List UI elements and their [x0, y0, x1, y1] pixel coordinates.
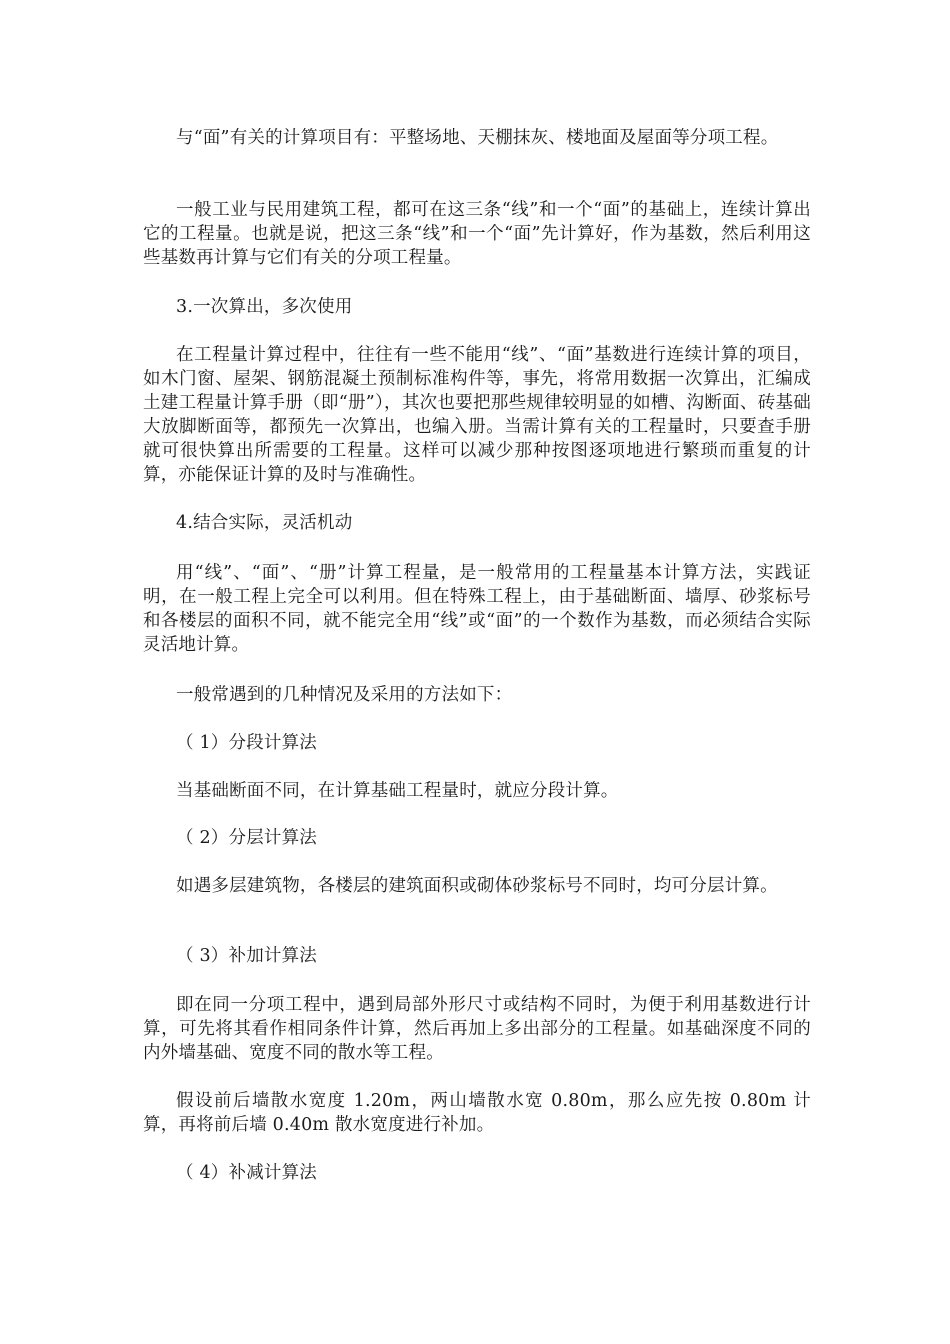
paragraph-example: 假设前后墙散水宽度 1.20m，两山墙散水宽 0.80m，那么应先按 0.80m 计算，再将前后墙 0.40m 散水宽度进行补加。: [143, 1091, 811, 1135]
paragraph-handbook: 在工程量计算过程中，往往有一些不能用“线”、“面”基数进行连续计算的项目，如木门窗、屋架、钢筋混凝土预制标准构件等，事先，将常用数据一次算出，汇编成土建工程量计算手册（即“册”），其次也要把那些规律较明显的如槽、沟断面、砖基础大放脚断面等，都预先一次算出，也编入册。当需计算有关的工程量时，只要查手册就可很快算出所需要的工程量。这样可以减少那种按图逐项地进行繁琐而重复的计算，亦能保证计算的及时与准确性。: [143, 345, 811, 485]
paragraph-method-3: 即在同一分项工程中，遇到局部外形尺寸或结构不同时，为便于利用基数进行计算，可先将其看作相同条件计算，然后再加上多出部分的工程量。如基础深度不同的内外墙基础、宽度不同的散水等工程。: [143, 995, 811, 1063]
section-heading-3: 3.一次算出，多次使用: [176, 297, 353, 317]
method-heading-2: （ 2）分层计算法: [176, 828, 317, 848]
paragraph-base-lines: 一般工业与民用建筑工程，都可在这三条“线”和一个“面”的基础上，连续计算出它的工程量。也就是说，把这三条“线”和一个“面”先计算好，作为基数，然后利用这些基数再计算与它们有关的分项工程量。: [143, 200, 811, 268]
method-heading-4: （ 4）补减计算法: [176, 1163, 317, 1183]
paragraph-method-1: 当基础断面不同，在计算基础工程量时，就应分段计算。: [176, 781, 619, 801]
paragraph-flexible: 用“线”、“面”、“册”计算工程量，是一般常用的工程量基本计算方法，实践证明，在一般工程上完全可以利用。但在特殊工程上，由于基础断面、墙厚、砂浆标号和各楼层的面积不同，就不能完全用“线”或“面”的一个数作为基数，而必须结合实际灵活地计算。: [143, 563, 811, 655]
section-heading-4: 4.结合实际，灵活机动: [176, 513, 353, 533]
paragraph-methods-intro: 一般常遇到的几种情况及采用的方法如下：: [176, 685, 513, 705]
paragraph-method-2: 如遇多层建筑物，各楼层的建筑面积或砌体砂浆标号不同时，均可分层计算。: [176, 876, 778, 896]
method-heading-3: （ 3）补加计算法: [176, 946, 317, 966]
paragraph-area-items: 与“面”有关的计算项目有：平整场地、天棚抹灰、楼地面及屋面等分项工程。: [176, 128, 779, 148]
method-heading-1: （ 1）分段计算法: [176, 733, 317, 753]
